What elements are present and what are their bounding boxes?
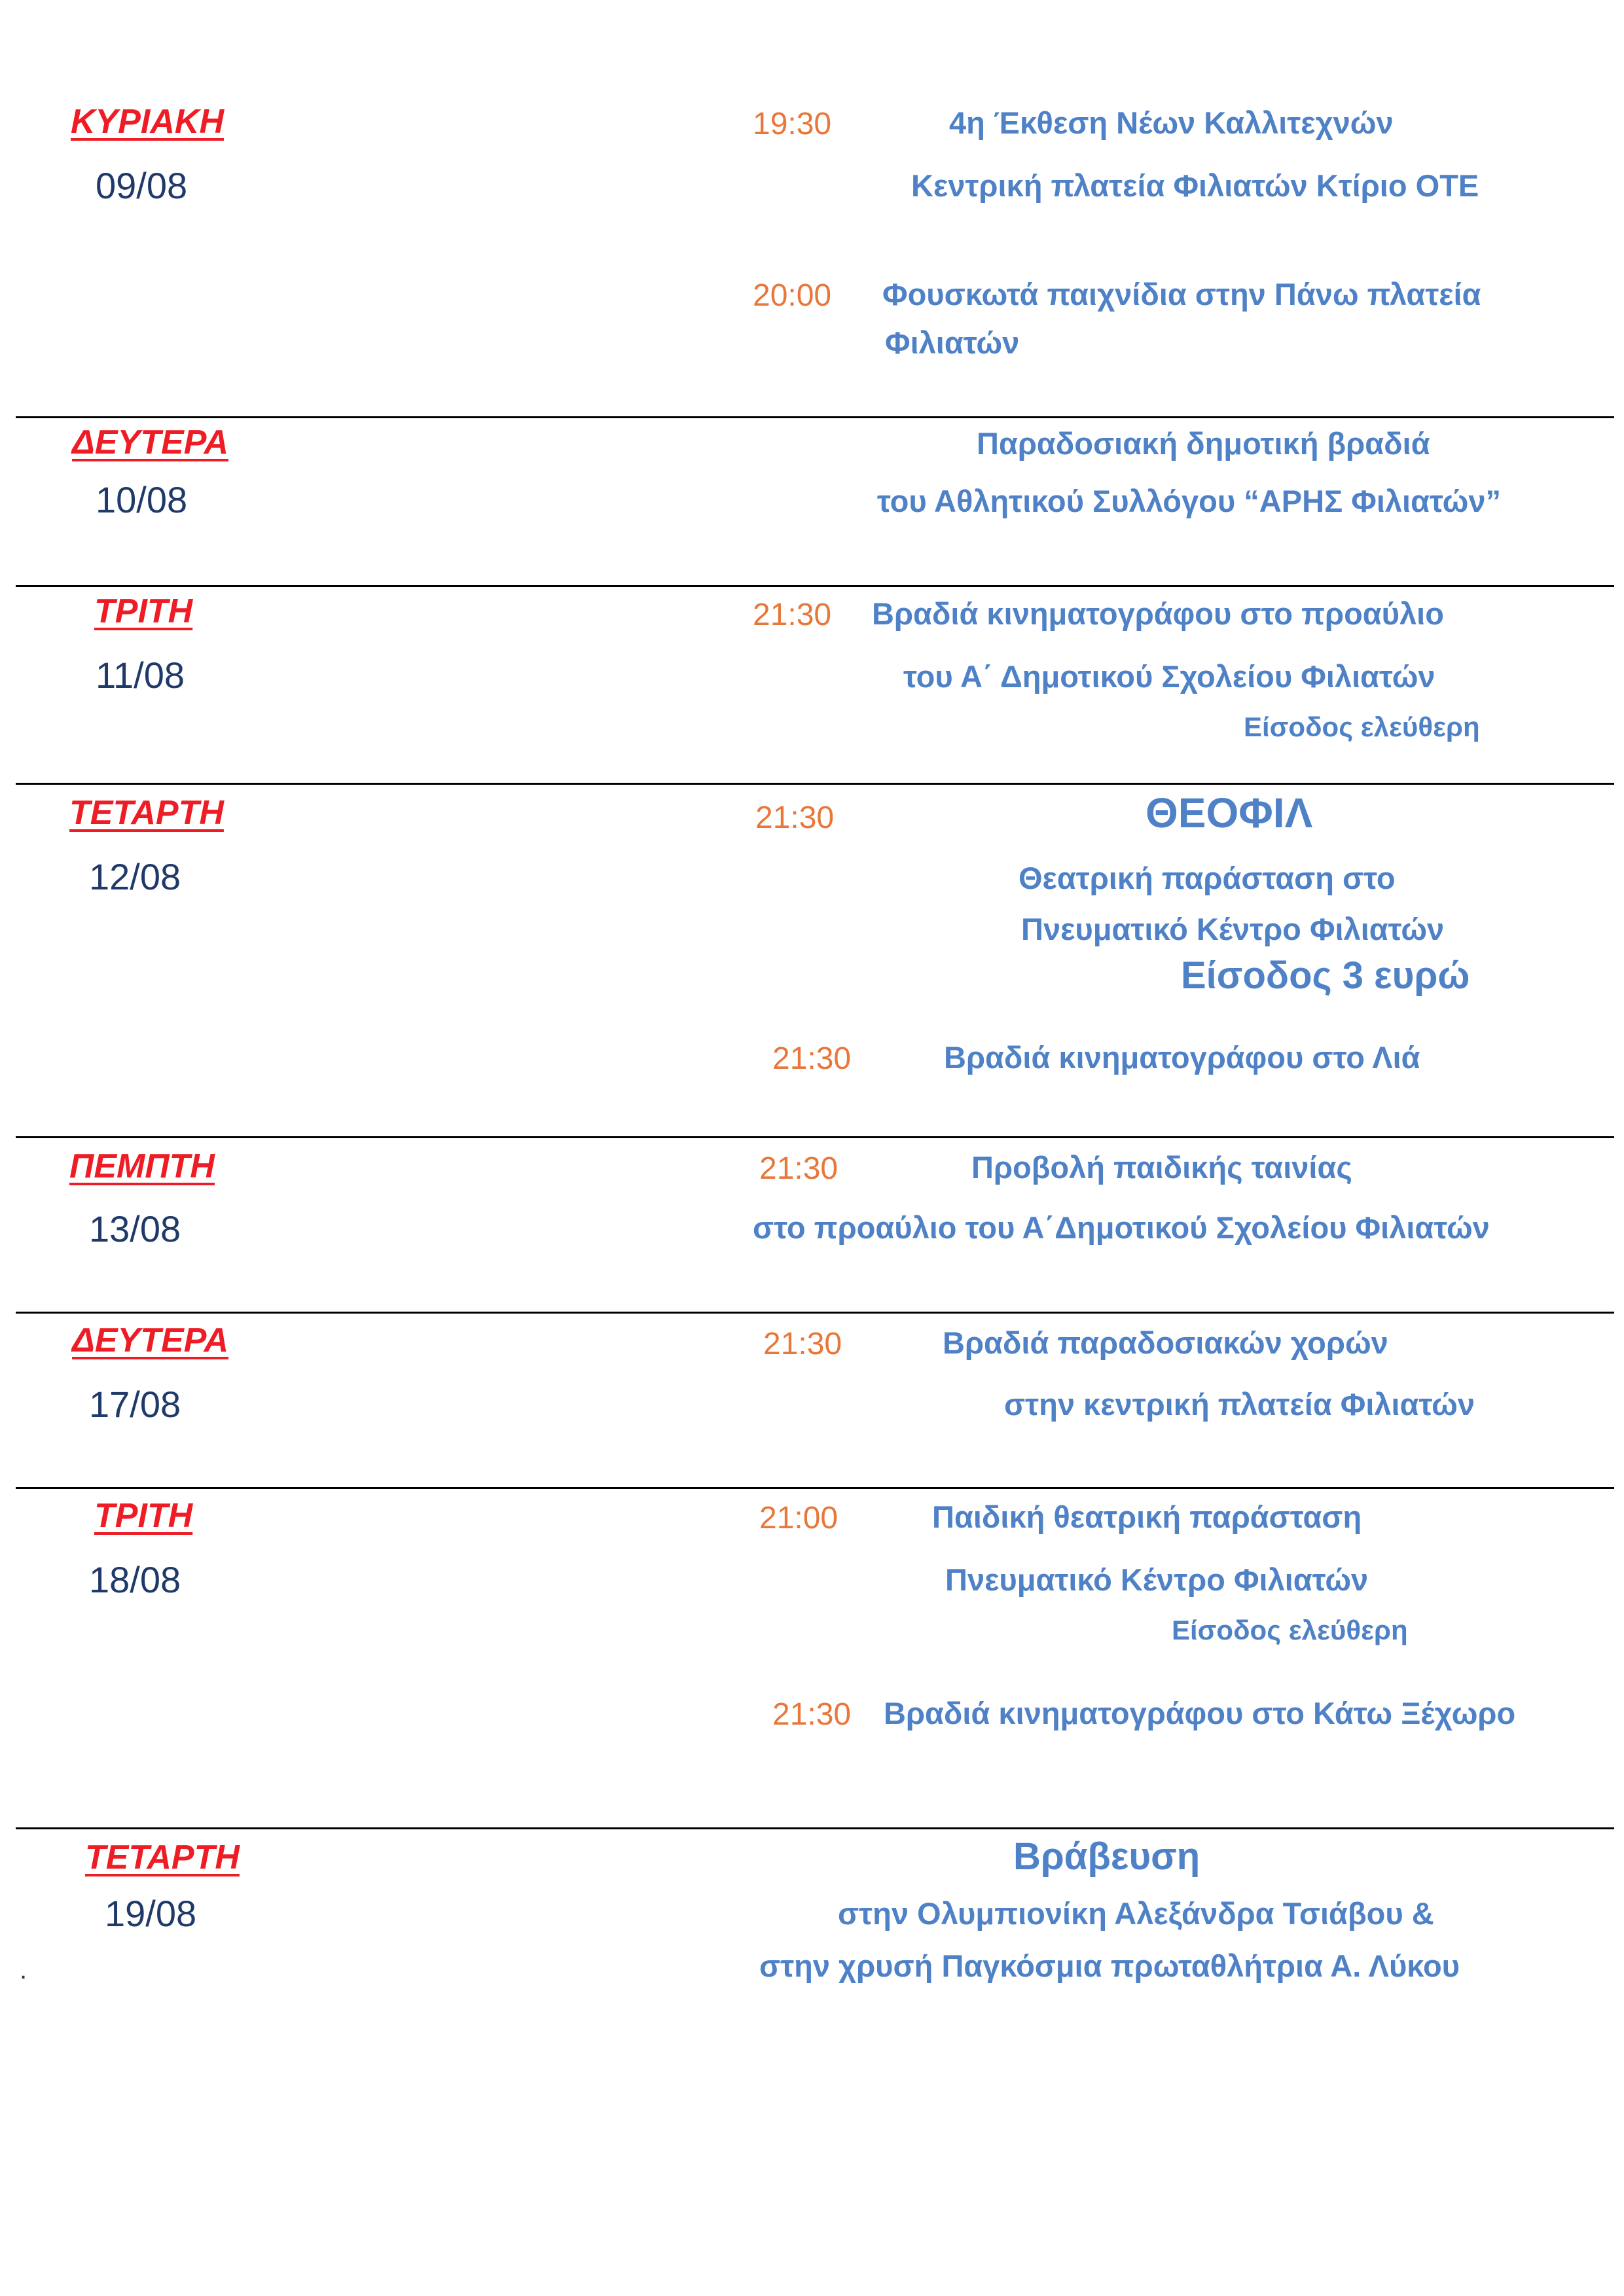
event-time: 21:00 bbox=[759, 1501, 839, 1535]
event-time: 21:30 bbox=[759, 1151, 839, 1186]
section-divider bbox=[16, 585, 1614, 587]
event-location: Πνευματικό Κέντρο Φιλιατών bbox=[945, 1562, 1369, 1597]
section-divider bbox=[16, 416, 1614, 418]
event-title: Βράβευση bbox=[1013, 1835, 1200, 1878]
stray-mark: . bbox=[20, 1956, 27, 1984]
event-title: Φουσκωτά παιχνίδια στην Πάνω πλατεία bbox=[882, 277, 1481, 312]
event-title: Βραδιά κινηματογράφου στο προαύλιο bbox=[872, 596, 1444, 631]
date-label: 10/08 bbox=[96, 479, 188, 520]
event-location: του Α΄ Δημοτικού Σχολείου Φιλιατών bbox=[903, 659, 1435, 694]
event-organizer: του Αθλητικού Συλλόγου “ΑΡΗΣ Φιλιατών” bbox=[877, 484, 1502, 518]
date-label: 11/08 bbox=[96, 655, 185, 696]
event-honoree: στην Ολυμπιονίκη Αλεξάνδρα Τσιάβου & bbox=[838, 1896, 1434, 1931]
day-label: ΠΕΜΠΤΗ bbox=[69, 1147, 215, 1185]
event-time: 21:30 bbox=[753, 598, 832, 632]
day-label: ΔΕΥΤΕΡΑ bbox=[72, 1321, 229, 1359]
event-location: Κεντρική πλατεία Φιλιατών Κτίριο ΟΤΕ bbox=[911, 168, 1479, 203]
day-label: ΤΕΤΑΡΤΗ bbox=[85, 1839, 240, 1876]
event-location: Πνευματικό Κέντρο Φιλιατών bbox=[1021, 912, 1445, 946]
date-label: 12/08 bbox=[89, 856, 181, 897]
date-label: 09/08 bbox=[96, 165, 188, 206]
section-divider bbox=[16, 1487, 1614, 1489]
event-title: ΘΕΟΦΙΛ bbox=[1146, 789, 1313, 836]
event-title: 4η Έκθεση Νέων Καλλιτεχνών bbox=[949, 105, 1394, 140]
event-title: Βραδιά παραδοσιακών χορών bbox=[943, 1325, 1388, 1360]
date-label: 18/08 bbox=[89, 1559, 181, 1600]
day-label: ΚΥΡΙΑΚΗ bbox=[71, 103, 225, 141]
event-entry: Είσοδος 3 ευρώ bbox=[1181, 954, 1470, 997]
section-divider bbox=[16, 1136, 1614, 1138]
date-label: 17/08 bbox=[89, 1384, 181, 1425]
event-honoree: στην χρυσή Παγκόσμια πρωταθλήτρια Α. Λύκου bbox=[759, 1948, 1460, 1983]
event-time: 21:30 bbox=[772, 1697, 852, 1732]
day-label: ΤΡΙΤΗ bbox=[94, 592, 193, 630]
day-label: ΤΡΙΤΗ bbox=[94, 1497, 193, 1535]
section-divider bbox=[16, 1312, 1614, 1314]
section-divider bbox=[16, 783, 1614, 785]
event-description: Θεατρική παράσταση στο bbox=[1019, 861, 1396, 895]
date-label: 13/08 bbox=[89, 1208, 181, 1249]
event-title: Βραδιά κινηματογράφου στο Κάτω Ξέχωρο bbox=[884, 1696, 1516, 1731]
event-entry: Είσοδος ελεύθερη bbox=[1172, 1615, 1408, 1645]
event-time: 21:30 bbox=[763, 1327, 842, 1361]
event-time: 19:30 bbox=[753, 107, 832, 141]
date-label: 19/08 bbox=[105, 1893, 197, 1934]
event-location: στην κεντρική πλατεία Φιλιατών bbox=[1004, 1387, 1475, 1422]
event-time: 21:30 bbox=[755, 800, 835, 835]
event-title: Παραδοσιακή δημοτική βραδιά bbox=[977, 426, 1430, 461]
day-label: ΤΕΤΑΡΤΗ bbox=[69, 794, 224, 832]
event-title: Παιδική θεατρική παράσταση bbox=[932, 1499, 1362, 1534]
event-time: 20:00 bbox=[753, 278, 832, 313]
event-entry: Είσοδος ελεύθερη bbox=[1244, 711, 1480, 742]
event-title: Προβολή παιδικής ταινίας bbox=[971, 1150, 1352, 1185]
day-label: ΔΕΥΤΕΡΑ bbox=[72, 423, 229, 461]
event-time: 21:30 bbox=[772, 1041, 852, 1076]
event-title-cont: Φιλιατών bbox=[885, 325, 1020, 360]
section-divider bbox=[16, 1827, 1614, 1829]
event-title: Βραδιά κινηματογράφου στο Λιά bbox=[944, 1040, 1420, 1075]
event-location: στο προαύλιο του Α΄Δημοτικού Σχολείου Φιλιατών bbox=[753, 1210, 1490, 1245]
